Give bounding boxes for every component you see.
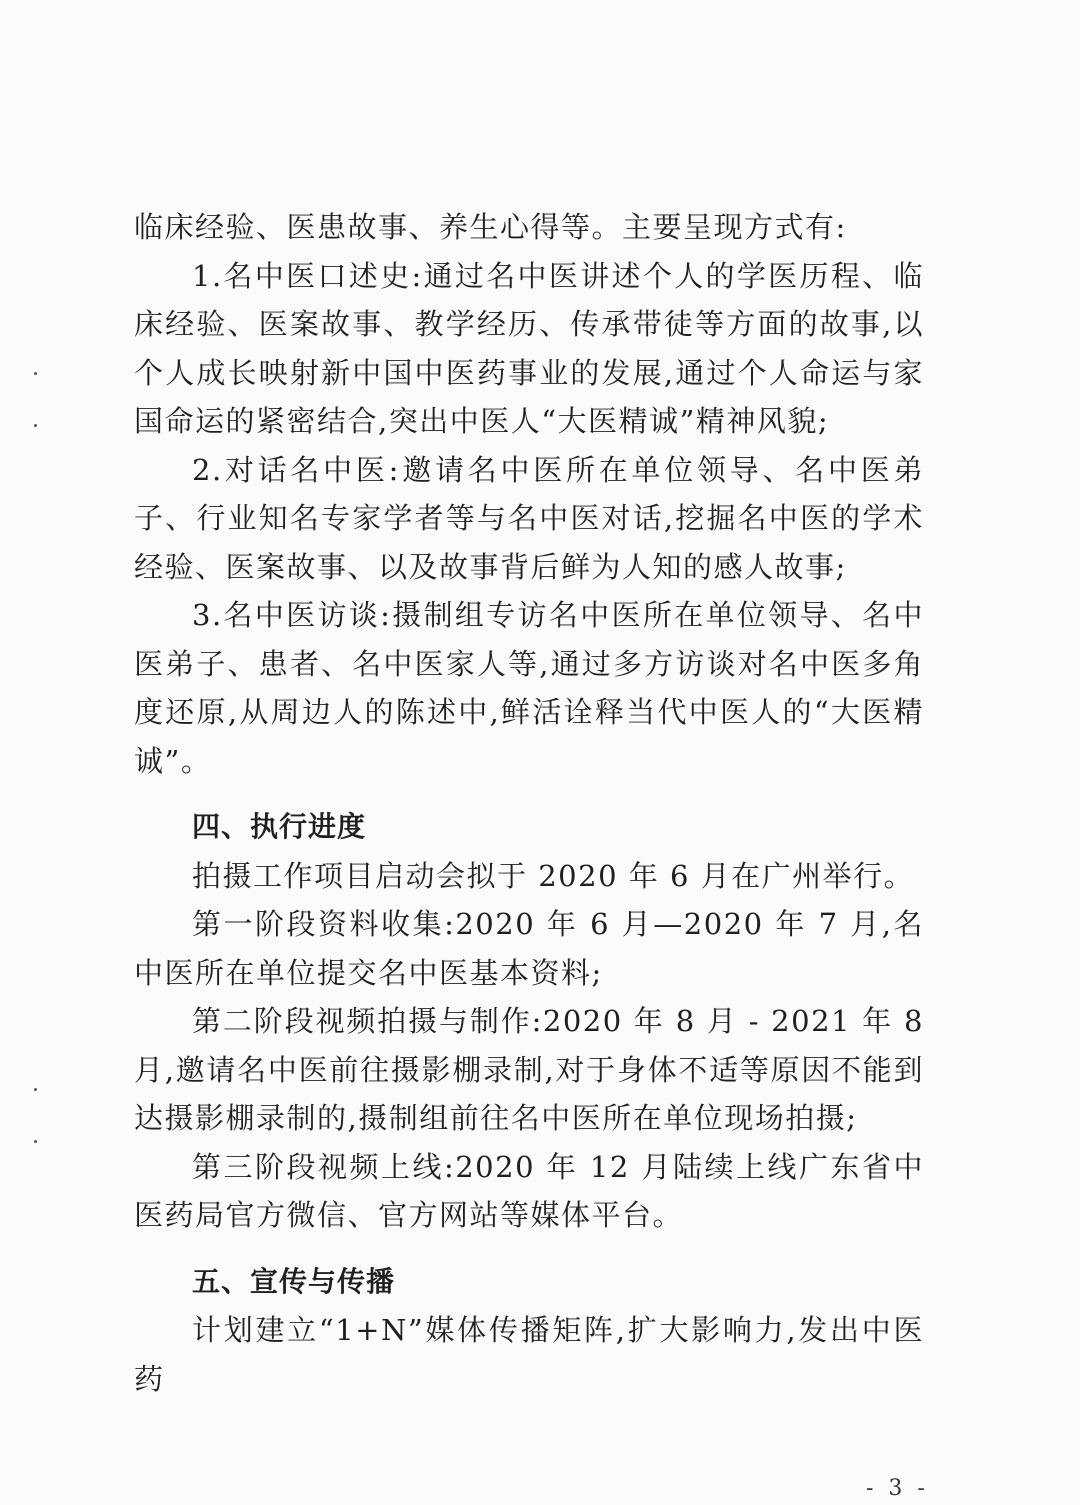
paragraph: 第二阶段视频拍摄与制作:2020 年 8 月 - 2021 年 8 月,邀请名中医前往摄影棚录制,对于身体不适等原因不能到达摄影棚录制的,摄制组前往名中医所在单位现场拍摄; bbox=[134, 1004, 924, 1135]
paragraph: 第一阶段资料收集:2020 年 6 月—2020 年 7 月,名中医所在单位提交名中医基本资料; bbox=[134, 907, 924, 990]
scan-dot bbox=[34, 1140, 37, 1143]
paragraph: 第三阶段视频上线:2020 年 12 月陆续上线广东省中医药局官方微信、官方网站等媒体平台。 bbox=[134, 1149, 924, 1232]
page-number: - 3 - bbox=[866, 1476, 929, 1501]
section-heading: 五、宣传与传播 bbox=[192, 1264, 396, 1298]
scan-dot bbox=[34, 372, 37, 375]
paragraph: 拍摄工作项目启动会拟于 2020 年 6 月在广州举行。 bbox=[192, 858, 915, 893]
scan-dot bbox=[34, 424, 37, 427]
paragraph: 1.名中医口述史:通过名中医讲述个人的学医历程、临床经验、医案故事、教学经历、传承带徒等方面的故事,以个人成长映射新中国中医药事业的发展,通过个人命运与家国命运的紧密结合,突出中医人“大医精诚”精神风貌; bbox=[134, 258, 924, 438]
paragraph: 2.对话名中医:邀请名中医所在单位领导、名中医弟子、行业知名专家学者等与名中医对话,挖掘名中医的学术经验、医案故事、以及故事背后鲜为人知的感人故事; bbox=[134, 452, 924, 584]
document-body bbox=[134, 203, 924, 1403]
paragraph: 临床经验、医患故事、养生心得等。主要呈现方式有: bbox=[134, 210, 847, 244]
paragraph: 计划建立“1+N”媒体传播矩阵,扩大影响力,发出中医药 bbox=[134, 1313, 924, 1396]
scan-dot bbox=[34, 1088, 37, 1091]
paragraph: 3.名中医访谈:摄制组专访名中医所在单位领导、名中医弟子、患者、名中医家人等,通过多方访谈对名中医多角度还原,从周边人的陈述中,鲜活诠释当代中医人的“大医精诚”。 bbox=[134, 598, 924, 778]
section-heading: 四、执行进度 bbox=[192, 810, 367, 843]
